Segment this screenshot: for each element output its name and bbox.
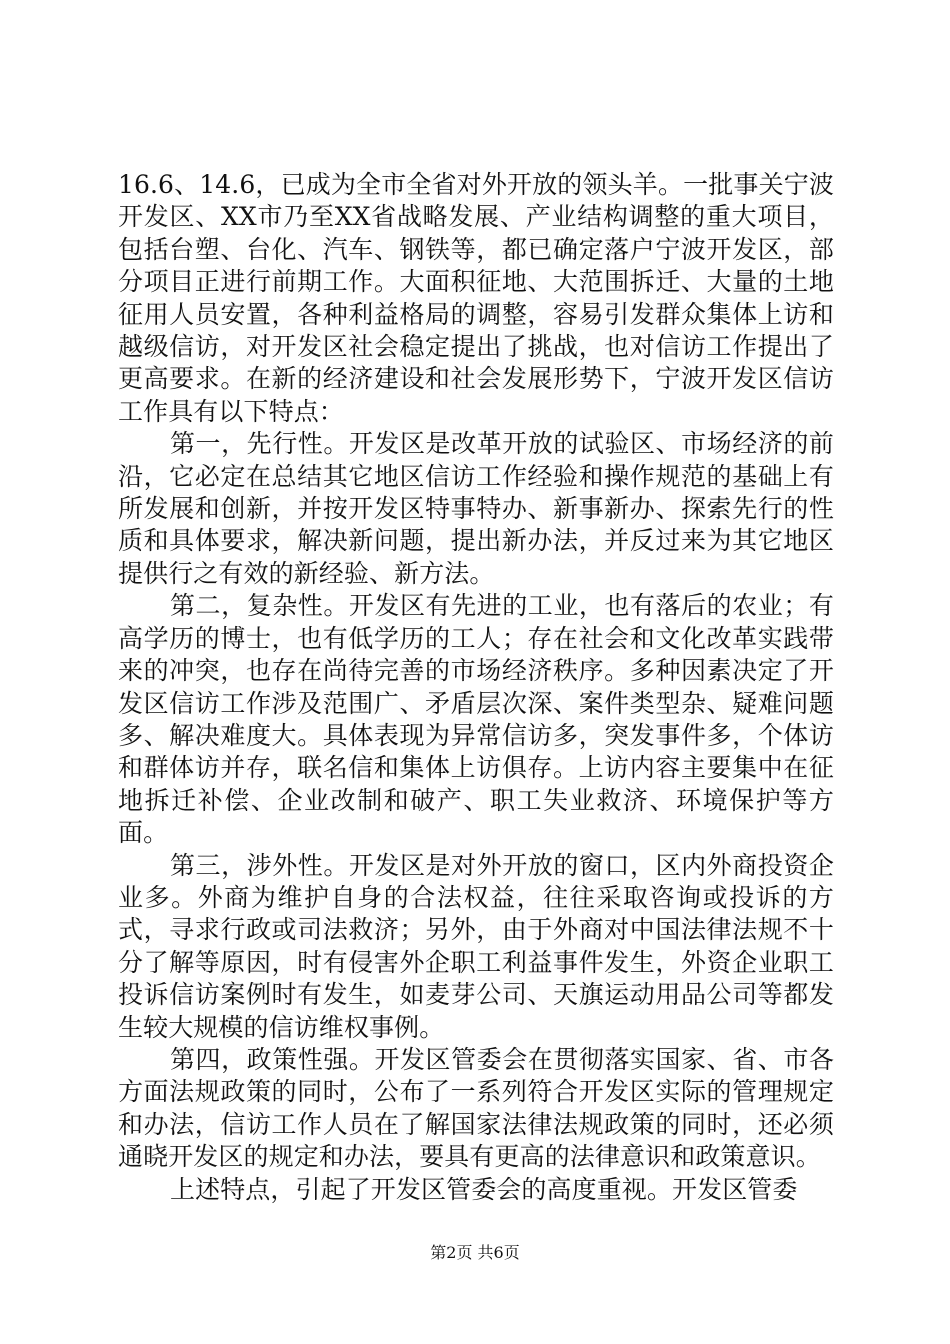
paragraph-intro: 16.6、14.6，已成为全市全省对外开放的领头羊。一批事关宁波开发区、XX市乃至XX省战略发展、产业结构调整的重大项目，包括台塑、台化、汽车、钢铁等，都已确定落户宁波开发区，部分项目正进行前期工作。大面积征地、大范围拆迁、大量的土地征用人员安置，各种利益格局的调整，容易引发群众集体上访和越级信访，对开发区社会稳定提出了挑战，也对信访工作提出了更高要求。在新的经济建设和社会发展形势下，宁波开发区信访工作具有以下特点：: [118, 170, 834, 426]
paragraph-first-feature: 第一，先行性。开发区是改革开放的试验区、市场经济的前沿，它必定在总结其它地区信访工作经验和操作规范的基础上有所发展和创新，并按开发区特事特办、新事新办、探索先行的性质和具体要求，解决新问题，提出新办法，并反过来为其它地区提供行之有效的新经验、新方法。: [118, 429, 834, 588]
document-body: [118, 169, 834, 1206]
page-number-footer: 第2页 共6页: [430, 1243, 520, 1262]
paragraph-second-feature: 第二，复杂性。开发区有先进的工业，也有落后的农业；有高学历的博士，也有低学历的工人；存在社会和文化改革实践带来的冲突，也存在尚待完善的市场经济秩序。多种因素决定了开发区信访工作涉及范围广、矛盾层次深、案件类型杂、疑难问题多、解决难度大。具体表现为异常信访多，突发事件多，个体访和群体访并存，联名信和集体上访俱存。上访内容主要集中在征地拆迁补偿、企业改制和破产、职工失业救济、环境保护等方面。: [118, 591, 834, 848]
paragraph-fourth-feature: 第四，政策性强。开发区管委会在贯彻落实国家、省、市各方面法规政策的同时，公布了一系列符合开发区实际的管理规定和办法，信访工作人员在了解国家法律法规政策的同时，还必须通晓开发区的规定和办法，要具有更高的法律意识和政策意识。: [118, 1044, 834, 1172]
paragraph-third-feature: 第三，涉外性。开发区是对外开放的窗口，区内外商投资企业多。外商为维护自身的合法权益，往往采取咨询或投诉的方式，寻求行政或司法救济；另外，由于外商对中国法律法规不十分了解等原因，时有侵害外企职工利益事件发生，外资企业职工投诉信访案例时有发生，如麦芽公司、天旗运动用品公司等都发生较大规模的信访维权事例。: [118, 850, 834, 1042]
paragraph-summary: 上述特点，引起了开发区管委会的高度重视。开发区管委: [170, 1174, 798, 1204]
